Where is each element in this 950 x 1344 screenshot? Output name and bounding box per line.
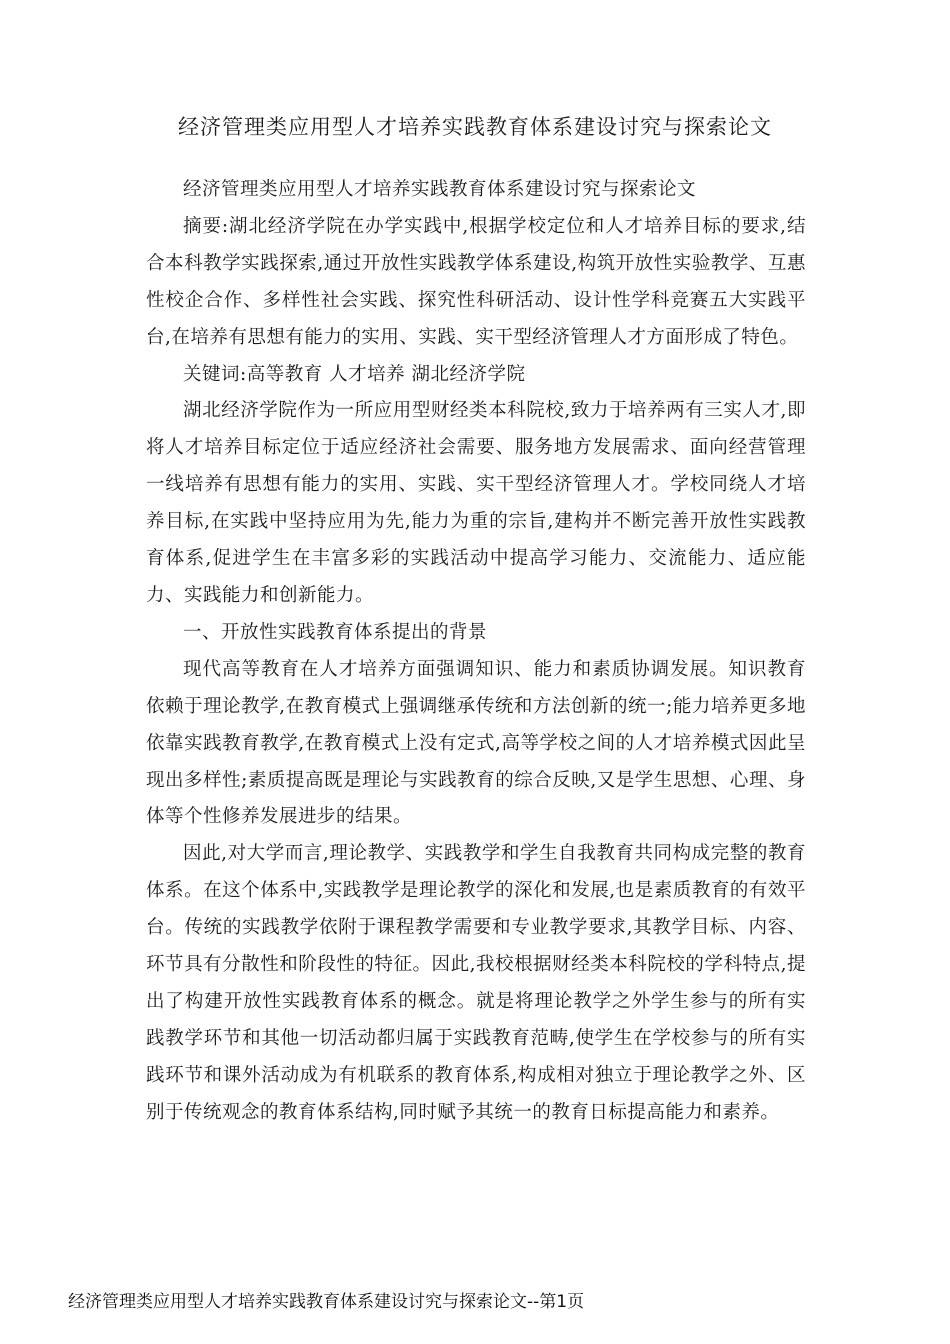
page-footer: 经济管理类应用型人才培养实践教育体系建设讨究与探索论文--第1页 [68, 1292, 585, 1312]
paragraph-subtitle: 经济管理类应用型人才培养实践教育体系建设讨究与探索论文 [183, 179, 697, 200]
paragraph-education-system: 因此,对大学而言,理论教学、实践教学和学生自我教育共同构成完整的教育体系。在这个体系中,实践教学是理论教学的深化和发展,也是素质教育的有效平台。传统的实践教学依附于课程教学需要和专业教学要求,其教学目标、内容、环节具有分散性和阶段性的特征。因此,我校根据财经类本科院校的学科特点,提出了构建开放性实践教育体系的概念。就是将理论教学之外学生参与的所有实践教学环节和其他一切活动都归属于实践教育范畴,使学生在学校参与的所有实践环节和课外活动成为有机联系的教育体系,构成相对独立于理论教学之外、区别于传统观念的教育体系结构,同时赋予其统一的教育日标提高能力和素养。 [146, 843, 806, 1123]
paragraph-modern-education: 现代高等教育在人才培养方面强调知识、能力和素质协调发展。知识教育依赖于理论教学,在教育模式上强调继承传统和方法创新的统一;能力培养更多地依靠实践教育教学,在教育模式上没有定式,高等学校之间的人才培养模式因此呈现出多样性;素质提高既是理论与实践教育的综合反映,又是学生思想、心理、身体等个性修养发展进步的结果。 [146, 658, 806, 828]
document-title: 经济管理类应用型人才培养实践教育体系建设讨究与探索论文 [178, 115, 772, 139]
paragraph-keywords: 关键词:高等教育 人才培养 湖北经济学院 [183, 363, 526, 385]
paragraph-abstract: 摘要:湖北经济学院在办学实践中,根据学校定位和人才培养目标的要求,结合本科教学实践探索,通过开放性实践教学体系建设,构筑开放性实验教学、互惠性校企合作、多样性社会实践、探究性科研活动、设计性学科竞赛五大实践平台,在培养有思想有能力的实用、实践、实干型经济管理人才方面形成了特色。 [146, 215, 806, 348]
document-body [146, 172, 806, 1132]
section-heading-background: 一、开放性实践教育体系提出的背景 [183, 621, 488, 643]
paragraph-intro: 湖北经济学院作为一所应用型财经类本科院校,致力于培养两有三实人才,即将人才培养目标定位于适应经济社会需要、服务地方发展需求、面向经营管理一线培养有思想有能力的实用、实践、实干型经济管理人才。学校同绕人才培养目标,在实践中坚持应用为先,能力为重的宗旨,建构并不断完善开放性实践教育体系,促进学生在丰富多彩的实践活动中提高学习能力、交流能力、适应能力、实践能力和创新能力。 [146, 400, 806, 606]
